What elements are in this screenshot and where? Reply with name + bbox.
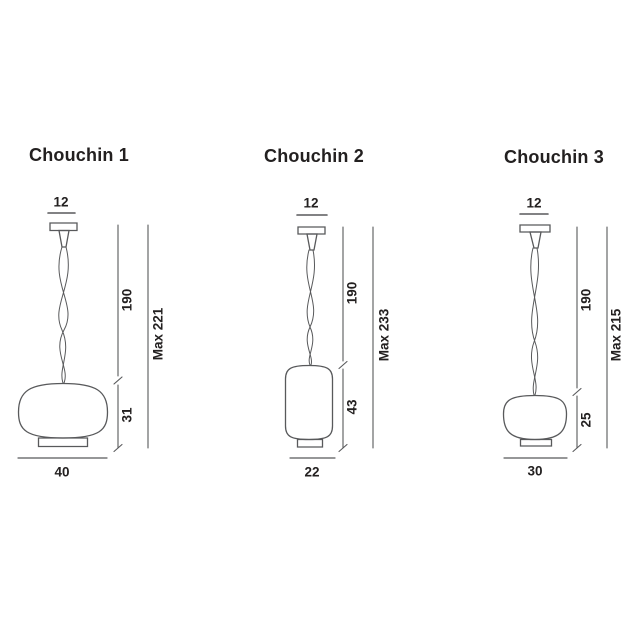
body-width-label: 40 <box>54 464 70 480</box>
cable-length-label: 190 <box>578 288 594 312</box>
lamp-body-shape <box>286 366 333 440</box>
lamp-title: Chouchin 1 <box>29 145 129 165</box>
ceiling-canopy-shape <box>298 227 325 234</box>
max-height-label: Max 221 <box>150 307 166 361</box>
canopy-width-label: 12 <box>53 194 69 210</box>
body-width-label: 22 <box>304 464 320 480</box>
body-height-label: 43 <box>344 399 360 415</box>
ceiling-canopy-shape <box>50 223 77 231</box>
lamp-body-shape <box>19 384 108 439</box>
canopy-width-label: 12 <box>526 195 542 211</box>
cable-length-label: 190 <box>119 288 135 312</box>
body-width-label: 30 <box>527 463 543 479</box>
canopy-stem-shape <box>307 234 317 250</box>
lamp-base-shape <box>298 440 323 448</box>
lamp-base-shape <box>39 438 88 447</box>
lamp-title: Chouchin 2 <box>264 146 364 166</box>
canopy-stem-shape <box>530 232 541 248</box>
lamp-title: Chouchin 3 <box>504 147 604 167</box>
cable-length-label: 190 <box>344 281 360 305</box>
lamp-figure-chouchin-2 <box>286 215 374 458</box>
lamp-body-shape <box>504 396 567 440</box>
body-height-label: 25 <box>578 412 594 428</box>
ceiling-canopy-shape <box>520 225 550 232</box>
canopy-stem-shape <box>59 231 69 248</box>
body-height-label: 31 <box>119 407 135 423</box>
dimension-tick <box>339 362 347 369</box>
cable-shape <box>59 247 69 383</box>
dimension-tick <box>114 377 122 384</box>
max-height-label: Max 233 <box>376 308 392 362</box>
max-height-label: Max 215 <box>608 308 624 362</box>
dimension-tick <box>573 389 581 396</box>
lamp-base-shape <box>521 440 552 447</box>
canopy-width-label: 12 <box>303 195 319 211</box>
cable-length-dimension-line <box>339 227 347 452</box>
